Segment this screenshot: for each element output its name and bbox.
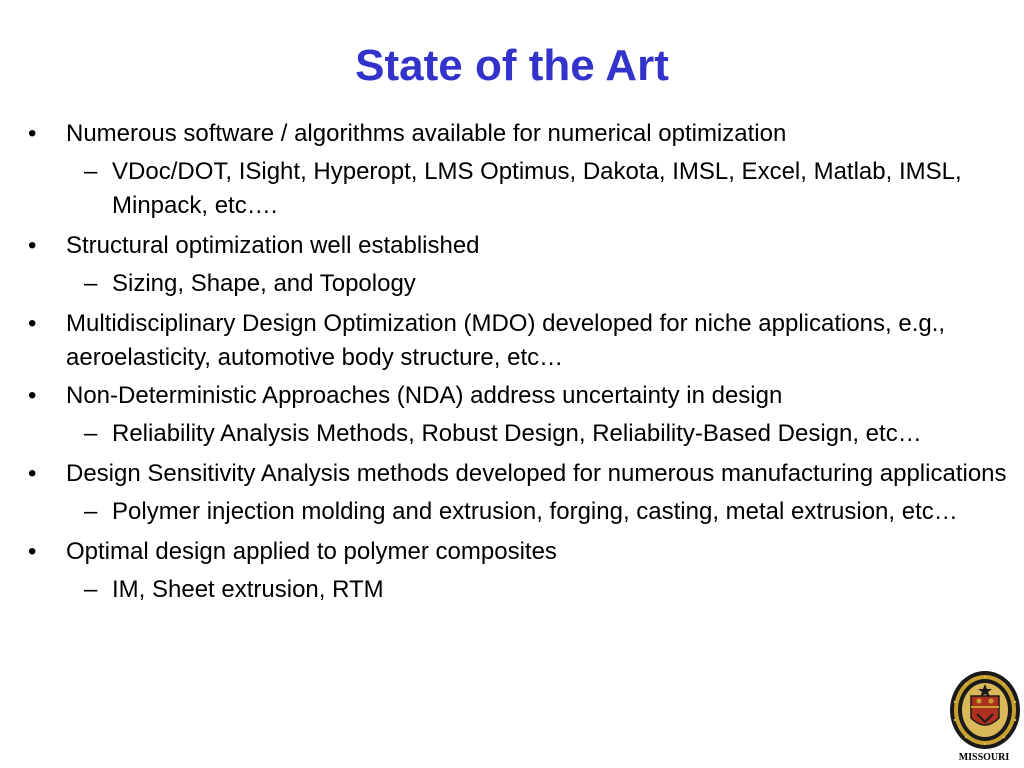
bullet-item [28,307,1008,375]
bullet-text: Reliability Analysis Methods, Robust Design, Reliability-Based Design, etc… [112,420,922,447]
university-seal-icon [949,670,1021,750]
bullet-item [28,535,1008,569]
bullet-item [28,117,1008,151]
dash-icon: – [84,270,98,297]
bullet-item [28,457,1008,491]
bullet-item [28,229,1008,263]
bullet-icon: • [28,120,37,147]
bullet-list [28,117,1008,613]
bullet-icon: • [28,538,37,565]
bullet-item [28,379,1008,413]
bullet-icon: • [28,460,37,487]
bullet-text: VDoc/DOT, ISight, Hyperopt, LMS Optimus, Dakota, IMSL, Excel, Matlab, IMSL, Minpack, etc…. [112,158,962,219]
logo-caption: MISSOURI [958,752,1010,763]
slide-title: State of the Art [355,41,669,90]
sub-bullet-item [28,155,1008,223]
university-logo [944,670,1024,768]
dash-icon: – [84,158,98,185]
sub-bullet-item [28,267,1008,301]
bullet-text: Structural optimization well established [66,232,480,259]
sub-bullet-item [28,495,1008,529]
dash-icon: – [84,576,98,603]
bullet-text: Polymer injection molding and extrusion, forging, casting, metal extrusion, etc… [112,498,958,525]
dash-icon: – [84,498,98,525]
bullet-text: Design Sensitivity Analysis methods developed for numerous manufacturing applications [66,460,1007,487]
bullet-text: IM, Sheet extrusion, RTM [112,576,384,603]
bullet-icon: • [28,382,37,409]
bullet-text: Numerous software / algorithms available for numerical optimization [66,120,787,147]
bullet-icon: • [28,232,37,259]
bullet-text: Multidisciplinary Design Optimization (MDO) developed for niche applications, e.g., aeroelasticity, automotive body structure, etc… [66,310,946,371]
bullet-text: Optimal design applied to polymer composites [66,538,557,565]
bullet-text: Non-Deterministic Approaches (NDA) address uncertainty in design [66,382,783,409]
sub-bullet-item [28,573,1008,607]
bullet-text: Sizing, Shape, and Topology [112,270,416,297]
bullet-icon: • [28,310,37,337]
sub-bullet-item [28,417,1008,451]
dash-icon: – [84,420,98,447]
